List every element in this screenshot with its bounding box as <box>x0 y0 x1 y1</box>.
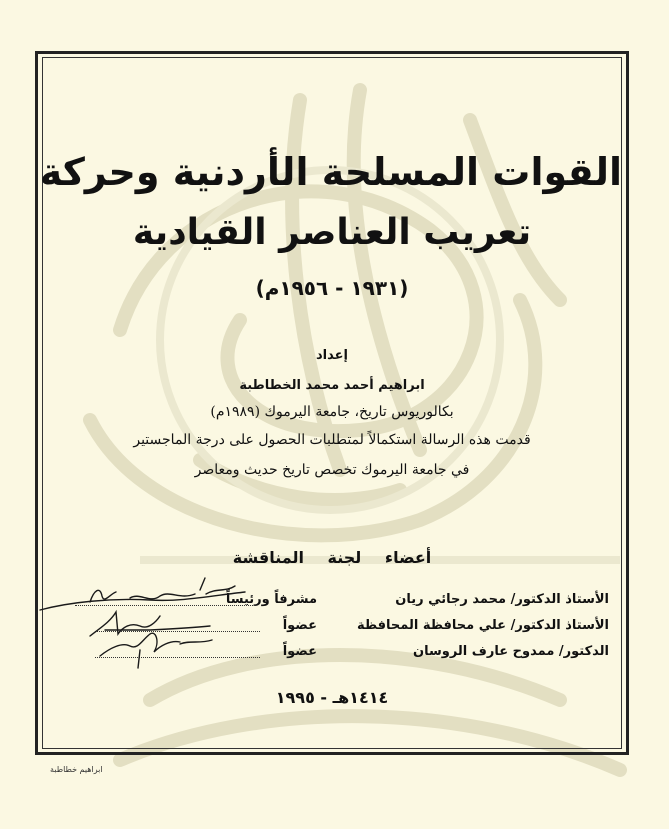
years-range: (١٩٣١ - ١٩٥٦م) <box>255 276 409 300</box>
title-line-2: تعريب العناصر القيادية <box>132 212 532 253</box>
thesis-statement: قدمت هذه الرسالة استكمالاً لمتطلبات الحصول على درجة الماجستير <box>133 432 531 448</box>
footer-stamp: ابراهيم خطاطبة <box>50 765 103 774</box>
committee-member-3: الدكتور/ ممدوح عارف الروسان <box>412 644 609 659</box>
author-degree: بكالوريوس تاريخ، جامعة اليرموك (١٩٨٩م) <box>210 404 454 420</box>
committee-member-1: الأستاذ الدكتور/ محمد رجائي ريان <box>395 592 609 607</box>
university-specialization: في جامعة اليرموك تخصص تاريخ حديث ومعاصر <box>194 462 470 478</box>
author-name: ابراهيم أحمد محمد الخطاطبة <box>239 378 425 393</box>
committee-role-3: عضواً <box>282 644 317 659</box>
prepared-by-label: إعداد <box>316 348 348 363</box>
committee-role-1: مشرفاً ورئيساً <box>225 592 317 607</box>
signature-line-2 <box>95 631 260 632</box>
title-line-1: القوات المسلحة الأردنية وحركة <box>39 150 622 194</box>
document-date: ١٤١٤هـ - ١٩٩٥ <box>275 688 389 707</box>
signature-line-1 <box>75 605 255 606</box>
signature-line-3 <box>95 657 260 658</box>
committee-member-2: الأستاذ الدكتور/ علي محافظة المحافظة <box>356 618 609 633</box>
committee-title: أعضاء لجنة المناقشة <box>232 548 432 567</box>
committee-role-2: عضواً <box>282 618 317 633</box>
